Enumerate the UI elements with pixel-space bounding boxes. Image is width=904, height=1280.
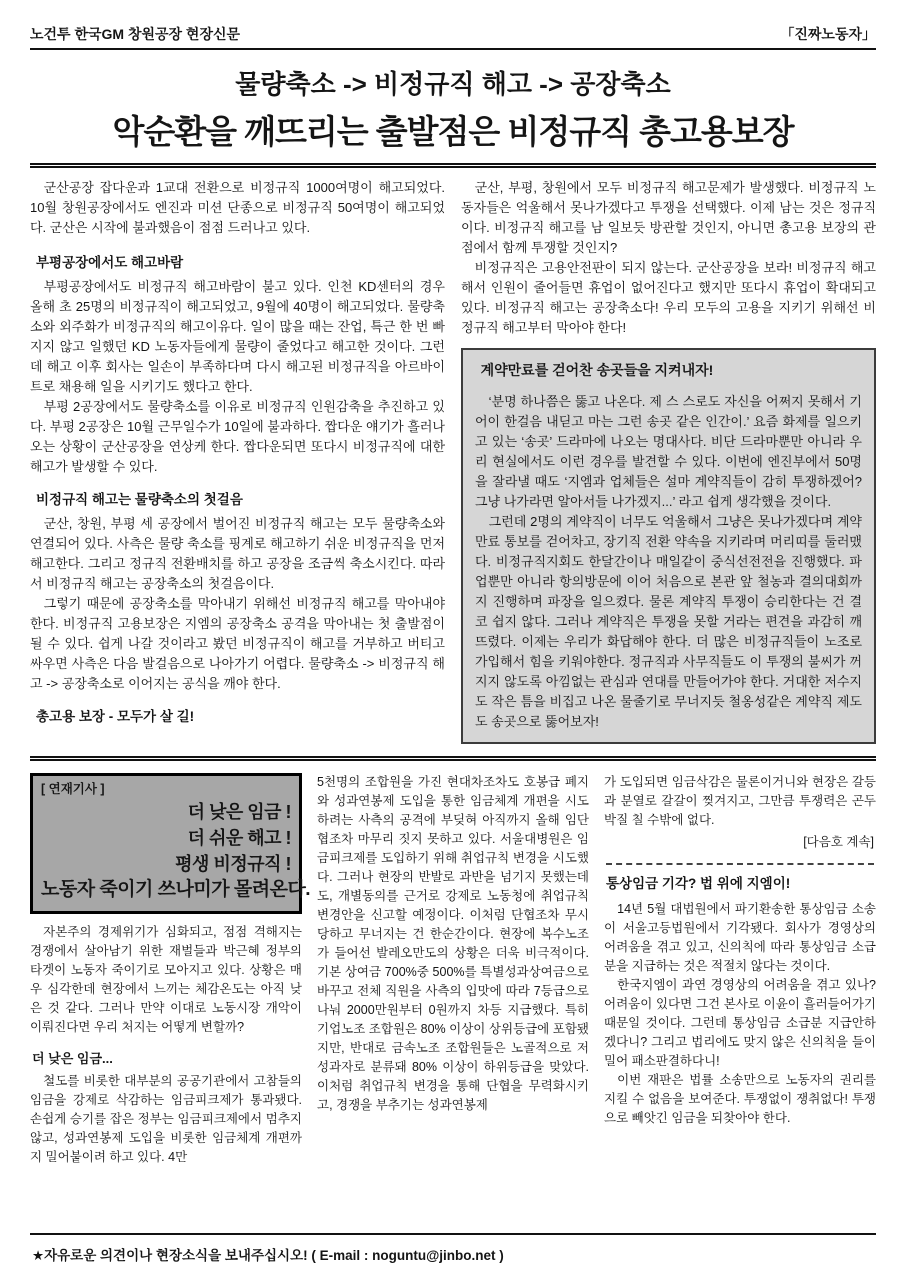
subheading-bupyeong: 부평공장에서도 해고바람: [36, 255, 184, 270]
paragraph: 군산, 부평, 창원에서 모두 비정규직 해고문제가 발생했다. 비정규직 노동자들은 억울해서 못나가겠다고 투쟁을 선택했다. 이제 남는 것은 정규직이다. 비정규직 해고를 남 일보듯 방관할 것인지, 아니면 총고용 보장의 관점에서 함께 투쟁할 것인지?: [461, 180, 876, 255]
serial-slogan-banner: [30, 773, 311, 914]
paragraph: 부평공장에서도 비정규직 해고바람이 불고 있다. 인천 KD센터의 경우 올해 초 25명의 비정규직이 해고되었고, 9월에 40명이 해고되었다. 물량축소와 외주화가 비정규직의 해고이유다. 일이 많을 때는 잔업, 특근 한 번 빠지지 않고 일했던 KD 노동자들에게 물량이 줄었다고 해고한 것이다. 그런데 해고 이후 회사는 일손이 부족하다며 다시 해고된 비정규직을 아르바이트로 채용해 일을 시키기도 했다고 한다.: [30, 279, 445, 394]
paragraph: ‘분명 하나쯤은 뚫고 나온다. 제 스 스로도 자신을 어쩌지 못해서 기어이 한걸음 내딛고 마는 그런 송곳 같은 인간이.’ 요즘 화제를 일으키고 있는 ‘송곳’ 드라마에 나오는 명대사다. 비단 드라마뿐만 아니라 우리 현실에서도 이런 경우를 발견할 수 있다. 이번에 엔진부에서 50명을 잘라낼 때도 ‘지엠과 업체들은 설마 계약직들이 감히 투쟁하겠어? 그냥 나가라면 알아서들 나가겠지...’ 라고 쉽게 생각했을 것이다.: [475, 394, 862, 509]
footer-note: ★자유로운 의견이나 현장소식을 보내주십시오! ( E-mail :: [32, 1248, 373, 1263]
serial-article-section: [30, 761, 876, 1233]
paragraph: 한국지엠이 과연 경영상의 어려움을 겪고 있나? 어려움이 있다면 그건 본사로 이윤이 흘러들어가기 때문일 것이다. 그런데 통상임금 소급분 지급안하겠다니? 그리고 법리에도 맞지 않은 신의칙을 들이밀어 패소판결하다니!: [604, 978, 876, 1068]
main-article: [30, 168, 876, 756]
footer: [30, 1233, 876, 1264]
headline-title: 악순환을 깨뜨리는 출발점은 비정규직 총고용보장: [112, 113, 794, 150]
paragraph: 이번 재판은 법률 소송만으로 노동자의 권리를 지킬 수 없음을 보여준다. 투쟁없이 쟁취없다! 투쟁으로 빼앗긴 임금을 되찾아야 한다.: [604, 1073, 876, 1125]
to-be-continued-note: [다음호 계속]: [803, 835, 874, 849]
masthead: [30, 24, 876, 50]
subheading-first-step: 비정규직 해고는 물량축소의 첫걸음: [36, 492, 243, 507]
masthead-issue-name: 「진짜노동자」: [780, 26, 876, 42]
paragraph: 그런데 2명의 계약직이 너무도 억울해서 그냥은 못나가겠다며 계약만료 통보를 걷어차고, 장기직 전환 약속을 지키라며 머리띠를 둘러맸다. 비정규직지회도 한달간이나 매일같이 중식선전전을 진행했다. 파업뿐만 아니라 항의방문에 이어 처음으로 본관 앞 철농과 결의대회까지 진행하며 파장을 일으켰다. 물론 계약직 투쟁이 승리한다는 건 결코 쉽지 않다. 그러나 계약직은 투쟁을 못할 거라는 편견을 과감히 깨뜨렸다. 이제는 우리가 화답해야 한다. 더 많은 비정규직들이 노조로 가입해서 힘을 키워야한다. 정규직과 사무직들도 이 투쟁의 불씨가 꺼지지 않도록 아낌없는 관심과 연대를 만들어가야 한다. 거대한 저수지도 작은 틈을 비집고 나온 물줄기로 무너지듯 철옹성같은 계약직 제도도 송곳으로 뚫어보자!: [475, 514, 862, 729]
paragraph: 부평 2공장에서도 물량축소를 이유로 비정규직 인원감축을 추진하고 있다. 부평 2공장은 10월 근무일수가 10일에 불과하다. 짭다운 얘기가 흘러나오는 상황이 군산공장을 연상케 한다. 짭다운되면 또다시 비정규직에 대한 해고가 발생할 수 있다.: [30, 399, 445, 474]
paragraph: 철도를 비롯한 대부분의 공공기관에서 고참들의 임금을 강제로 삭감하는 임금피크제가 통과됐다. 손쉽게 승기를 잡은 정부는 임금피크제에서 멈추지 않고, 성과연봉제 도입을 비롯한 임금체계 개편까지 밀어붙이려 하고 있다. 4만: [30, 1074, 302, 1164]
wage-article-title: 통상임금 기각? 법 위에 지엠이!: [606, 876, 791, 891]
serial-label: [ 연재기사 ]: [41, 782, 105, 796]
masthead-title: 노건투 한국GM 창원공장 현장신문: [30, 26, 241, 42]
main-article-left-column: [30, 178, 445, 744]
paragraph: 14년 5월 대법원에서 파기환송한 통상임금 소송이 서울고등법원에서 기각됐다. 회사가 경영상의 어려움을 겪고 있고, 신의칙에 따라 통상임금 소급분을 지급하는 것은 적절치 않다는 것이다.: [604, 902, 876, 973]
paragraph: 자본주의 경제위기가 심화되고, 점점 격해지는 경쟁에서 살아남기 위한 재벌들과 박근혜 정부의 타겟이 노동자 죽이기로 모아지고 있다. 상황은 매우 심각한데 현장에서 느끼는 체감온도는 아직 낮은 것 같다. 그러나 만약 이대로 노동시장 개악이 이뤄진다면 우리 처지는 어떻게 변할까?: [30, 925, 302, 1034]
slogan-line: 평생 비정규직 !: [175, 854, 291, 874]
main-article-right-column: [461, 178, 876, 744]
slogan-line: 더 쉬운 해고 !: [187, 828, 291, 848]
footer-note-suffix: ): [495, 1248, 504, 1263]
subheading-lower-wage: 더 낮은 임금...: [32, 1051, 113, 1066]
callout-title: 계약만료를 걷어찬 송곳들을 지켜내자!: [480, 362, 714, 378]
paragraph: 그렇기 때문에 공장축소를 막아내기 위해선 비정규직 해고를 막아내야 한다. 비정규직 고용보장은 지엠의 공장축소 공격을 막아내는 첫 출발점이 될 수 있다. 쉽게 나갈 것이라고 봤던 비정규직이 해고를 거부하고 버티고 싸우면 사측은 다음 발걸음으로 나아가기 어렵다. 물량축소 -> 비정규직 해고 -> 공장축소로 이어지는 공식을 깨야 한다.: [30, 596, 445, 691]
serial-column-3: [604, 773, 876, 1233]
headline-kicker: 물량축소 -> 비정규직 해고 -> 공장축소: [235, 69, 671, 99]
serial-column-2: [317, 773, 589, 1233]
paragraph: 군산공장 잡다운과 1교대 전환으로 비정규직 1000여명이 해고되었다. 10월 창원공장에서도 엔진과 미션 단종으로 비정규직 50여명이 해고되었다. 군산은 시작에 불과했음이 점점 드러나고 있다.: [30, 180, 445, 235]
dashed-divider: [606, 863, 874, 865]
paragraph: 비정규직은 고용안전판이 되지 않는다. 군산공장을 보라! 비정규직 해고해서 인원이 줄어들면 휴업이 없어진다고 했지만 또다시 휴업이 확대되고 있다. 비정규직 해고는 공장축소다! 우리 모두의 고용을 지키기 위해선 비정규직 해고부터 막아야 한다!: [461, 260, 876, 335]
subheading-total-employment: 총고용 보장 - 모두가 살 길!: [36, 709, 195, 724]
serial-column-1: [30, 773, 311, 1233]
paragraph: 가 도입되면 임금삭감은 물론이거니와 현장은 갈등과 분열로 갈갈이 찢겨지고, 그만큼 투쟁력은 곤두박질 칠 수밖에 없다.: [604, 775, 876, 827]
headline-block: [30, 50, 876, 163]
slogan-line: 더 낮은 임금 !: [187, 802, 291, 822]
slogan-line: 노동자 죽이기 쓰나미가 몰려온다.: [41, 879, 311, 900]
paragraph: 군산, 창원, 부평 세 공장에서 벌어진 비정규직 해고는 모두 물량축소와 연결되어 있다. 사측은 물량 축소를 핑계로 해고하기 쉬운 비정규직을 먼저 해고한다. 그리고 정규직 전환배치를 하고 공장을 조금씩 축소시킨다. 따라서 비정규직 해고는 공장축소의 첫걸음이다.: [30, 516, 445, 591]
footer-email: noguntu@jinbo.net: [372, 1248, 496, 1263]
songgot-callout-box: [461, 348, 876, 744]
paragraph: 5천명의 조합원을 가진 현대차조차도 호봉급 폐지와 성과연봉제 도입을 통한 임금체계 개편을 시도하려는 사측의 공격에 부딪혀 아직까지 올해 임단협조차 마무리 짓지 못하고 있다. 서울대병원은 임금피크제를 도입하기 위해 취업규칙 변경을 시도했다. 그러나 현장의 반발로 과반을 넘기지 못했는데도, 개별동의를 근거로 강제로 노동청에 취업규칙 변경안을 신고할 예정이다. 이처럼 단협조차 무시당하고 무너지는 건 한순간이다. 현장에 복수노조가 들어선 발레오만도의 상황은 더욱 비극적이다. 기본 상여금 700%중 500%를 특별성과상여금으로 바꾸고 전체 직원을 사측의 입맛에 따라 7등급으로 나눠 2000만원부터 0원까지 차등 지급했다. 특히 기업노조 조합원은 80% 이상이 상위등급에 포함됐지만, 반대로 금속노조 조합원들은 노골적으로 저성과자로 분류돼 80% 이상이 하위등급을 맞았다. 이처럼 취업규칙 변경을 통해 단협을 무력화시키고, 경쟁을 부추기는 성과연봉제: [317, 775, 589, 1112]
